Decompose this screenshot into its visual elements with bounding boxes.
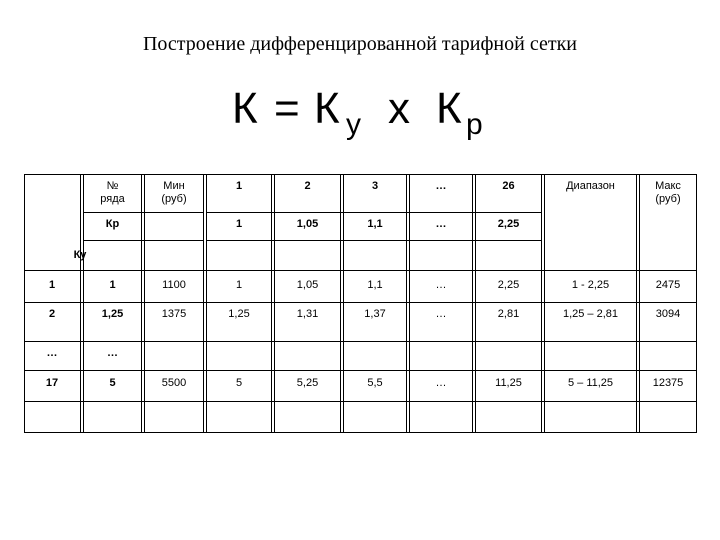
- kr-col-26: 2,25: [497, 218, 520, 230]
- row4-min: 5500: [161, 377, 187, 389]
- header-col-dots: …: [435, 180, 447, 192]
- kr-col-2: 1,05: [296, 218, 319, 230]
- row1-c2: 1,05: [296, 279, 319, 291]
- row4-dots: …: [435, 377, 447, 389]
- row3-row: …: [107, 347, 118, 359]
- row2-dots: …: [435, 308, 447, 320]
- row2-c2: 1,31: [296, 308, 319, 320]
- row1-ku: 1: [48, 279, 56, 291]
- header-min-line1: Мин: [163, 180, 185, 192]
- kr-col-dots: …: [435, 218, 447, 230]
- row1-c26: 2,25: [497, 279, 520, 291]
- row2-c26: 2,81: [497, 308, 520, 320]
- header-row-no: [84, 180, 141, 206]
- header-max-line1: Макс: [655, 180, 681, 192]
- row4-c3: 5,5: [367, 377, 383, 389]
- header-min: [145, 180, 203, 206]
- formula-k: К: [232, 84, 258, 133]
- header-max-line2: (руб): [655, 193, 681, 205]
- table-border: [25, 175, 697, 433]
- header-row-no-line2: ряда: [100, 193, 125, 205]
- row4-ku: 17: [45, 377, 59, 389]
- row2-range: 1,25 – 2,81: [562, 308, 619, 320]
- row1-c3: 1,1: [367, 279, 383, 291]
- header-col-26: 26: [502, 180, 515, 192]
- row2-max: 3094: [655, 308, 681, 320]
- row2-min: 1375: [161, 308, 187, 320]
- row2-row: 1,25: [101, 308, 124, 320]
- row1-dots: …: [435, 279, 447, 291]
- formula-sub-r: р: [466, 108, 483, 141]
- formula-k-u: К: [314, 84, 340, 133]
- header-max: [640, 180, 696, 206]
- header-range: Диапазон: [566, 180, 615, 192]
- formula-equals: =: [274, 84, 300, 133]
- row4-c1: 5: [235, 377, 243, 389]
- header-min-line2: (руб): [161, 193, 187, 205]
- row2-c3: 1,37: [364, 308, 386, 320]
- formula-sub-u: у: [346, 108, 361, 141]
- header-ku: Ку: [73, 249, 87, 261]
- row4-c26: 11,25: [495, 377, 522, 389]
- row2-ku: 2: [48, 308, 56, 320]
- row1-c1: 1: [235, 279, 243, 291]
- row3-ku: …: [46, 347, 58, 359]
- row1-max: 2475: [655, 279, 681, 291]
- row1-row: 1: [109, 279, 116, 291]
- slide-title: Построение дифференцированной тарифной сетки: [142, 33, 577, 55]
- header-col-2: 2: [304, 180, 311, 192]
- row4-max: 12375: [652, 377, 684, 389]
- formula-times: х: [388, 84, 410, 133]
- header-col-3: 3: [371, 180, 379, 192]
- row1-range: 1 - 2,25: [571, 279, 610, 291]
- row4-row: 5: [109, 377, 116, 389]
- row4-c2: 5,25: [296, 377, 319, 389]
- header-col-1: 1: [235, 180, 243, 192]
- kr-col-1: 1: [235, 218, 243, 230]
- kr-col-3: 1,1: [367, 218, 383, 230]
- row4-range: 5 – 11,25: [567, 377, 614, 389]
- header-kr: Кр: [105, 218, 120, 230]
- header-row-no-line1: №: [106, 180, 119, 192]
- formula-k-r: К: [436, 84, 462, 133]
- row2-c1: 1,25: [228, 308, 250, 320]
- row1-min: 1100: [162, 279, 186, 291]
